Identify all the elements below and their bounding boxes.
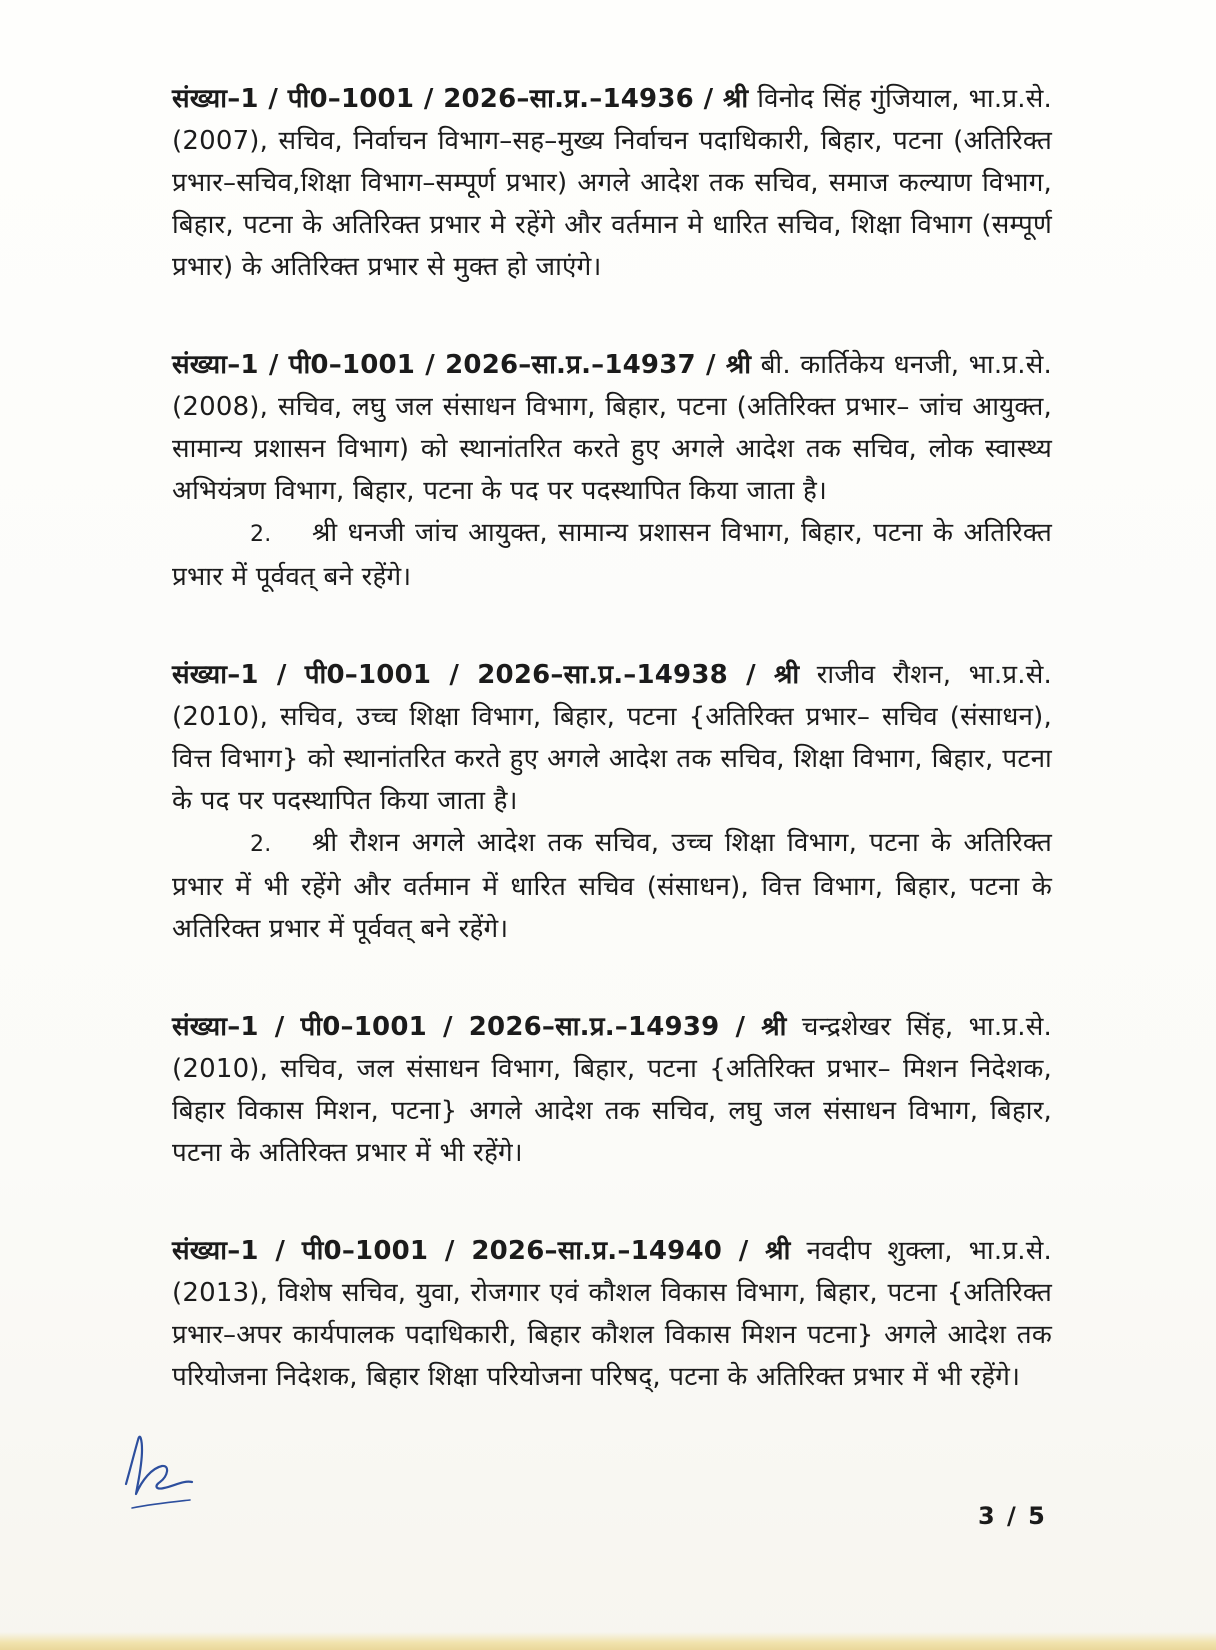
order-paragraph [172, 1230, 1052, 1398]
order-block-14937 [172, 344, 1052, 598]
order-paragraph [172, 344, 1052, 512]
order-paragraph [172, 1006, 1052, 1174]
order-sub-paragraph [172, 822, 1052, 950]
order-block-14940 [172, 1230, 1052, 1398]
order-reference: संख्या–1 / पी0–1001 / 2026–सा.प्र.–14936 / श्री [172, 84, 749, 114]
order-reference: संख्या–1 / पी0–1001 / 2026–सा.प्र.–14937 / श्री [172, 350, 752, 380]
order-text: बी. कार्तिकेय धनजी, भा.प्र.से. (2008), सचिव, लघु जल संसाधन विभाग, बिहार, पटना (अतिरिक्त प्रभार– जांच आयुक्त, सामान्य प्रशासन विभाग) को स्थानांतरित करते हुए अगले आदेश तक सचिव, लोक स्वास्थ्य अभियंत्रण विभाग, बिहार, पटना के पद पर पदस्थापित किया जाता है। [172, 350, 1052, 506]
order-block-14936 [172, 78, 1052, 288]
handwritten-signature-icon [112, 1410, 222, 1520]
order-paragraph [172, 78, 1052, 288]
order-block-14939 [172, 1006, 1052, 1174]
order-text: नवदीप शुक्ला, भा.प्र.से. (2013), विशेष सचिव, युवा, रोजगार एवं कौशल विकास विभाग, बिहार, पटना {अतिरिक्त प्रभार–अपर कार्यपालक पदाधिकारी, बिहार कौशल विकास मिशन पटना} अगले आदेश तक परियोजना निदेशक, बिहार शिक्षा परियोजना परिषद्, पटना के अतिरिक्त प्रभार में भी रहेंगे। [172, 1236, 1052, 1392]
order-text: चन्द्रशेखर सिंह, भा.प्र.से. (2010), सचिव, जल संसाधन विभाग, बिहार, पटना {अतिरिक्त प्रभार– मिशन निदेशक, बिहार विकास मिशन, पटना} अगले आदेश तक सचिव, लघु जल संसाधन विभाग, बिहार, पटना के अतिरिक्त प्रभार में भी रहेंगे। [172, 1012, 1052, 1168]
order-reference: संख्या–1 / पी0–1001 / 2026–सा.प्र.–14938 / श्री [172, 660, 800, 690]
page-number: 3 / 5 [978, 1502, 1047, 1530]
sub-paragraph-text: श्री रौशन अगले आदेश तक सचिव, उच्च शिक्षा विभाग, पटना के अतिरिक्त प्रभार में भी रहेंगे और वर्तमान में धारित सचिव (संसाधन), वित्त विभाग, बिहार, पटना के अतिरिक्त प्रभार में पूर्ववत् बने रहेंगे। [172, 828, 1052, 944]
sub-paragraph-number: 2. [250, 832, 272, 857]
order-text: राजीव रौशन, भा.प्र.से. (2010), सचिव, उच्च शिक्षा विभाग, बिहार, पटना {अतिरिक्त प्रभार– सचिव (संसाधन), वित्त विभाग} को स्थानांतरित करते हुए अगले आदेश तक सचिव, शिक्षा विभाग, बिहार, पटना के पद पर पदस्थापित किया जाता है। [172, 660, 1052, 816]
sub-paragraph-number: 2. [250, 522, 272, 547]
order-reference: संख्या–1 / पी0–1001 / 2026–सा.प्र.–14939 / श्री [172, 1012, 787, 1042]
sub-paragraph-text: श्री धनजी जांच आयुक्त, सामान्य प्रशासन विभाग, बिहार, पटना के अतिरिक्त प्रभार में पूर्ववत् बने रहेंगे। [172, 518, 1052, 592]
order-sub-paragraph [172, 512, 1052, 598]
paper-bottom-edge [0, 1632, 1216, 1650]
order-paragraph [172, 654, 1052, 822]
order-reference: संख्या–1 / पी0–1001 / 2026–सा.प्र.–14940 / श्री [172, 1236, 791, 1266]
order-block-14938 [172, 654, 1052, 950]
order-text: विनोद सिंह गुंजियाल, भा.प्र.से.(2007), सचिव, निर्वाचन विभाग–सह–मुख्य निर्वाचन पदाधिकारी, बिहार, पटना (अतिरिक्त प्रभार–सचिव,शिक्षा विभाग–सम्पूर्ण प्रभार) अगले आदेश तक सचिव, समाज कल्याण विभाग, बिहार, पटना के अतिरिक्त प्रभार मे रहेंगे और वर्तमान मे धारित सचिव, शिक्षा विभाग (सम्पूर्ण प्रभार) के अतिरिक्त प्रभार से मुक्त हो जाएंगे। [172, 84, 1052, 282]
document-body [172, 78, 1052, 1454]
